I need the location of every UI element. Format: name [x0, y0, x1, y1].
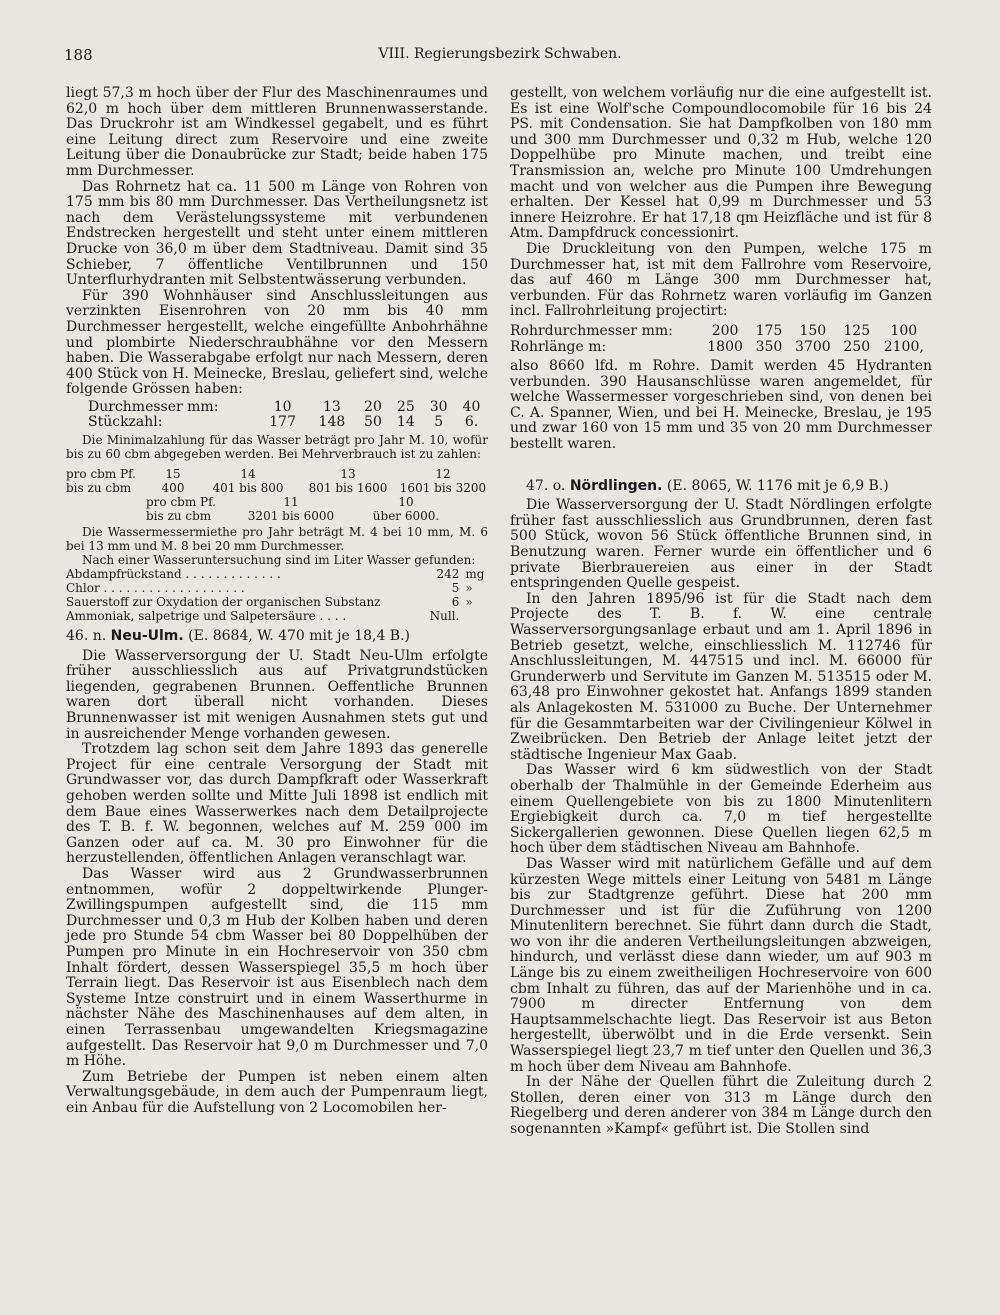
paragraph: Das Rohrnetz hat ca. 11 500 m Länge von Rohren von 175 mm bis 80 mm Durchmesser. Das Vertheilungsnetz ist nach dem Verästelungssysteme mit verbundenen Endstrecken hergestellt und steht unter einem mittleren Drucke von 36,0 m über dem Stadtniveau. Damit sind 35 Schieber, 7 öffentliche Ventilbrunnen und 150 Unterflurhydranten mit Selbstentwässerung verbunden. [66, 178, 488, 289]
table-cell: 3201 bis 6000 [247, 509, 335, 524]
table-cell: Rohrdurchmesser mm: [510, 322, 673, 339]
table-cell: 177 [269, 414, 296, 431]
section-title: Neu-Ulm. [110, 628, 184, 645]
table-row [88, 415, 488, 431]
water-analysis-table [66, 567, 488, 623]
table-cell: 100 [890, 322, 918, 339]
table-cell: Durchmesser mm: [88, 398, 219, 415]
table-row [146, 495, 466, 509]
spacer [510, 453, 932, 473]
pipe-network-table [510, 324, 932, 355]
paragraph: Die Wassermessermiethe pro Jahr beträgt M. 4 bei 10 mm, M. 6 bei 13 mm und M. 8 bei 20 mm Durchmesser. [66, 525, 488, 554]
section-heading-noerdlingen [526, 479, 932, 495]
paragraph: Die Minimalzahlung für das Wasser beträgt pro Jahr M. 10, wofür bis zu 60 cbm abgegeben werden. Bei Mehrverbrauch ist zu zahlen: [66, 433, 488, 462]
table-cell: 148 [318, 414, 346, 431]
paragraph: Das Wasser wird aus 2 Grundwasserbrunnen entnommen, wofür 2 doppeltwirkende Plunger-Zwillingspumpen aufgestellt sind, die 115 mm Durchmesser und 0,3 m Hub der Kolben haben und deren jede pro Stunde 54 cbm Wasser bei 80 Doppelhüben der Pumpen pro Minute in ein Hochreservoir von 350 cbm Inhalt fördert, dessen Wasserspiegel 35,5 m hoch über Terrain liegt. Das Reservoir ist aus Eisenblech nach dem Systeme Intze construirt und in einem Wasserthurme in nächster Nähe des Maschinenhauses auf dem alten, in einen Terrassenbau umgewandelten Kriegsmagazine aufgestellt. Das Reservoir hat 9,0 m Durchmesser und 7,0 m Höhe. [66, 865, 488, 1070]
table-cell: 150 [799, 322, 827, 339]
table-cell: 10 [273, 398, 292, 415]
table-cell: pro cbm Pf. [66, 467, 136, 482]
table-cell: 25 [396, 398, 415, 415]
table-cell: Abdampfrückstand . . . . . . . . . . . . . [66, 567, 281, 582]
table-cell: bis zu cbm [66, 481, 132, 496]
section-title: Nördlingen. [569, 477, 663, 494]
section-number: 47. o. [526, 477, 566, 494]
table-cell: über 6000. [372, 509, 440, 524]
table-cell: 14 [396, 414, 415, 431]
table-row [146, 509, 466, 523]
table-cell: » [465, 595, 473, 610]
section-info: (E. 8065, W. 1176 mit je 6,9 B.) [666, 477, 889, 494]
table-cell: 175 [755, 322, 783, 339]
table-row [66, 467, 488, 481]
paragraph: Trotzdem lag schon seit dem Jahre 1893 das generelle Project für eine centrale Versorgung der Stadt mit Grundwasser vor, das durch Dampfkraft oder Wasserkraft gehoben werden sollte und Mitte Juli 1898 ist endlich mit dem Baue eines Wasserwerkes nach dem Detailprojecte des T. B. f. W. begonnen, welches auf M. 259 000 im Ganzen oder auf ca. M. 30 pro Einwohner für die herzustellenden, öffentlichen Anlagen veranschlagt war. [66, 741, 488, 867]
table-cell: 200 [711, 322, 739, 339]
table-cell: Sauerstoff zur Oxydation der organischen Substanz [66, 595, 381, 610]
table-cell: pro cbm Pf. [146, 495, 216, 510]
table-cell: 125 [843, 322, 871, 339]
page-number: 188 [64, 46, 93, 64]
table-cell: Chlor . . . . . . . . . . . . . . . . . . . [66, 581, 245, 596]
table-cell [459, 609, 488, 623]
paragraph: Für 390 Wohnhäuser sind Anschlussleitungen aus verzinkten Eisenrohren von 20 mm bis 40 mm Durchmesser hergestellt, welche eingefüllte Anbohrhähne und plombirte Niederschraubhähne vor den Messern haben. Die Wasserabgabe erfolgt nur nach Messern, deren 400 Stück von H. Meinecke, Breslau, geliefert sind, welche folgende Grössen haben: [66, 287, 488, 398]
table-cell: 20 [364, 398, 382, 415]
table-row [66, 609, 488, 623]
table-cell: 15 [165, 467, 181, 482]
paragraph: Die Wasserversorgung der U. Stadt Nördlingen erfolgte früher fast ausschliesslich aus Grundbrunnen, deren fast 500 Stück, wovon 56 Stück öffentliche Brunnen sind, in Benutzung waren. Ferner wurde ein öffentlicher und 6 private Bierbrauereien aus einer in der Stadt entspringenden Quelle gespeist. [510, 497, 932, 592]
table-cell: 250 [843, 338, 871, 355]
table-cell: 13 [340, 467, 356, 482]
table-cell: 3700 [795, 338, 831, 355]
table-cell: 2100, [883, 338, 924, 355]
table-cell: mg [465, 567, 485, 582]
table-cell: 801 bis 1600 [308, 481, 388, 496]
paragraph: gestellt, von welchem vorläufig nur die eine aufgestellt ist. Es ist eine Wolf'sche Compoundlocomobile für 16 bis 24 PS. mit Condensation. Sie hat Dampfkolben von 180 mm und 300 mm Durchmesser und 0,32 m Hub, welche 120 Doppelhübe pro Minute machen, und treibt eine Transmission an, welche pro Minute 100 Umdrehungen macht und von welcher aus die Pumpen ihre Bewegung erhalten. Der Kessel hat 0,99 m Durchmesser und 53 innere Heizrohre. Er hat 17,18 qm Heizfläche und ist für 8 Atm. Dampfdruck concessionirt. [510, 85, 932, 242]
table-row [66, 581, 488, 595]
table-cell: Ammoniak, salpetrige und Salpetersäure . . . . [66, 609, 347, 624]
table-cell: Null. [429, 609, 460, 624]
table-cell: » [465, 581, 473, 596]
meter-size-table [88, 400, 488, 431]
table-cell: 30 [429, 398, 448, 415]
table-cell: 1601 bis 3200 [399, 481, 487, 496]
small-print-block [66, 433, 488, 461]
table-cell: 1800 [707, 338, 743, 355]
paragraph: also 8660 lfd. m Rohre. Damit werden 45 Hydranten verbunden. 390 Hausanschlüsse waren angemeldet, für welche Wassermesser vorgeschrieben sind, von denen bei C. A. Spanner, Wien, und bei H. Meinecke, Breslau, je 195 und zwar 160 von 15 mm und 35 von 20 mm Durchmesser bestellt waren. [510, 358, 932, 453]
table-cell: 11 [283, 495, 299, 510]
price-table-continued [146, 495, 466, 523]
price-table [66, 467, 488, 495]
table-row [66, 567, 488, 581]
table-cell: 5 [451, 581, 460, 596]
paragraph: Nach einer Wasseruntersuchung sind im Liter Wasser gefunden: [82, 553, 476, 568]
table-row [66, 481, 488, 495]
section-heading-neu-ulm [66, 629, 488, 645]
table-cell: 12 [435, 467, 451, 482]
section-number: 46. n. [66, 628, 107, 645]
page-header [64, 46, 936, 70]
table-cell: 401 bis 800 [212, 481, 284, 496]
table-row [510, 324, 932, 340]
table-row [510, 340, 932, 356]
table-cell: 350 [755, 338, 783, 355]
paragraph: Zum Betriebe der Pumpen ist neben einem alten Verwaltungsgebäude, in dem auch der Pumpenraum liegt, ein Anbau für die Aufstellung von 2 Locomobilen her- [66, 1068, 488, 1116]
small-print-block [66, 525, 488, 567]
left-column [66, 86, 488, 1116]
table-cell: bis zu cbm [146, 509, 212, 524]
paragraph: In den Jahren 1895/96 ist für die Stadt nach dem Projecte des T. B. f. W. eine centrale Wasserversorgungsanlage erbaut und am 1. April 1896 in Betrieb gesetzt, welche, einschliesslich M. 112746 für Anschlussleitungen, M. 447515 und incl. M. 66000 für Grunderwerb und Servitute im Ganzen M. 513515 oder M. 63,48 pro Einwohner gekostet hat. Anfangs 1899 standen als Anlagekosten M. 531000 zu Buche. Der Unternehmer für die Gesammtarbeiten war der Civilingenieur Kölwel in Zweibrücken. Den Betrieb der Anlage leitet jetzt der städtische Ingenieur Max Gaab. [510, 590, 932, 763]
paragraph: Das Wasser wird mit natürlichem Gefälle und auf dem kürzesten Wege mittels einer Leitung von 5481 m Länge bis zur Stadtgrenze geführt. Diese hat 200 mm Durchmesser und ist für die Zuführung von 1200 Minutenlitern berechnet. Sie führt dann durch die Stadt, wo von ihr die anderen Vertheilungsleitungen abzweigen, hindurch, und verlässt diese dann wieder, um auf 903 m Länge bis zu einem zweitheiligen Hochreservoire von 600 cbm Inhalt zu führen, das auf der Marienhöhe und in ca. 7900 m directer Entfernung von dem Hauptsammelschachte liegt. Das Reservoir ist aus Beton hergestellt, überwölbt und in die Erde versenkt. Sein Wasserspiegel liegt 23,7 m tief unter den Quellen und 36,3 m hoch über dem Niveau am Bahnhofe. [510, 855, 932, 1075]
table-row [66, 595, 488, 609]
table-cell: 6. [464, 414, 479, 431]
table-row [88, 400, 488, 416]
table-cell: 14 [240, 467, 256, 482]
table-cell: Rohrlänge m: [510, 338, 607, 355]
table-cell: 13 [322, 398, 341, 415]
paragraph: Die Druckleitung von den Pumpen, welche 175 m Durchmesser hat, ist mit dem Fallrohre vom Reservoire, das auf 460 m Länge 300 mm Durchmesser hat, verbunden. Für das Rohrnetz waren vorläufig im Ganzen incl. Fallrohrleitung projectirt: [510, 240, 932, 320]
table-cell: 5 [434, 414, 444, 431]
table-cell: 242 [436, 567, 460, 582]
section-info: (E. 8684, W. 470 mit je 18,4 B.) [188, 628, 411, 645]
table-cell: 40 [462, 398, 481, 415]
paragraph: liegt 57,3 m hoch über der Flur des Maschinenraumes und 62,0 m hoch über dem mittleren Brunnenwasserstande. Das Druckrohr ist am Windkessel gegabelt, und es führt eine Leitung direct zum Reservoire und eine zweite Leitung über die Donaubrücke zur Stadt; beide haben 175 mm Durchmesser. [66, 85, 488, 179]
table-cell: Stückzahl: [88, 414, 163, 431]
table-cell: 6 [451, 595, 460, 610]
table-cell: 10 [398, 495, 414, 510]
table-cell: 400 [161, 481, 185, 496]
table-cell: 50 [364, 414, 382, 431]
paragraph: In der Nähe der Quellen führt die Zuleitung durch 2 Stollen, deren einer von 313 m Länge durch den Riegelberg und deren anderer von 384 m Länge durch den sogenannten »Kampf« geführt ist. Die Stollen sind [510, 1074, 932, 1137]
paragraph: Das Wasser wird 6 km südwestlich von der Stadt oberhalb der Thalmühle in der Gemeinde Ederheim aus einem Quellengebiete von bis zu 1800 Minutenlitern Ergiebigkeit durch ca. 7,0 m tief hergestellte Sickergallerien gewonnen. Diese Quellen liegen 62,5 m hoch über dem städtischen Niveau am Bahnhofe. [510, 762, 932, 857]
paragraph: Die Wasserversorgung der U. Stadt Neu-Ulm erfolgte früher ausschliesslich aus auf Privatgrundstücken liegenden, gegrabenen Brunnen. Oeffentliche Brunnen waren dort überall nicht vorhanden. Dieses Brunnenwasser ist mit wenigen Ausnahmen stets gut und in ausreichender Menge vorhanden gewesen. [66, 647, 488, 742]
right-column [510, 86, 932, 1138]
running-head: VIII. Regierungsbezirk Schwaben. [378, 46, 622, 62]
